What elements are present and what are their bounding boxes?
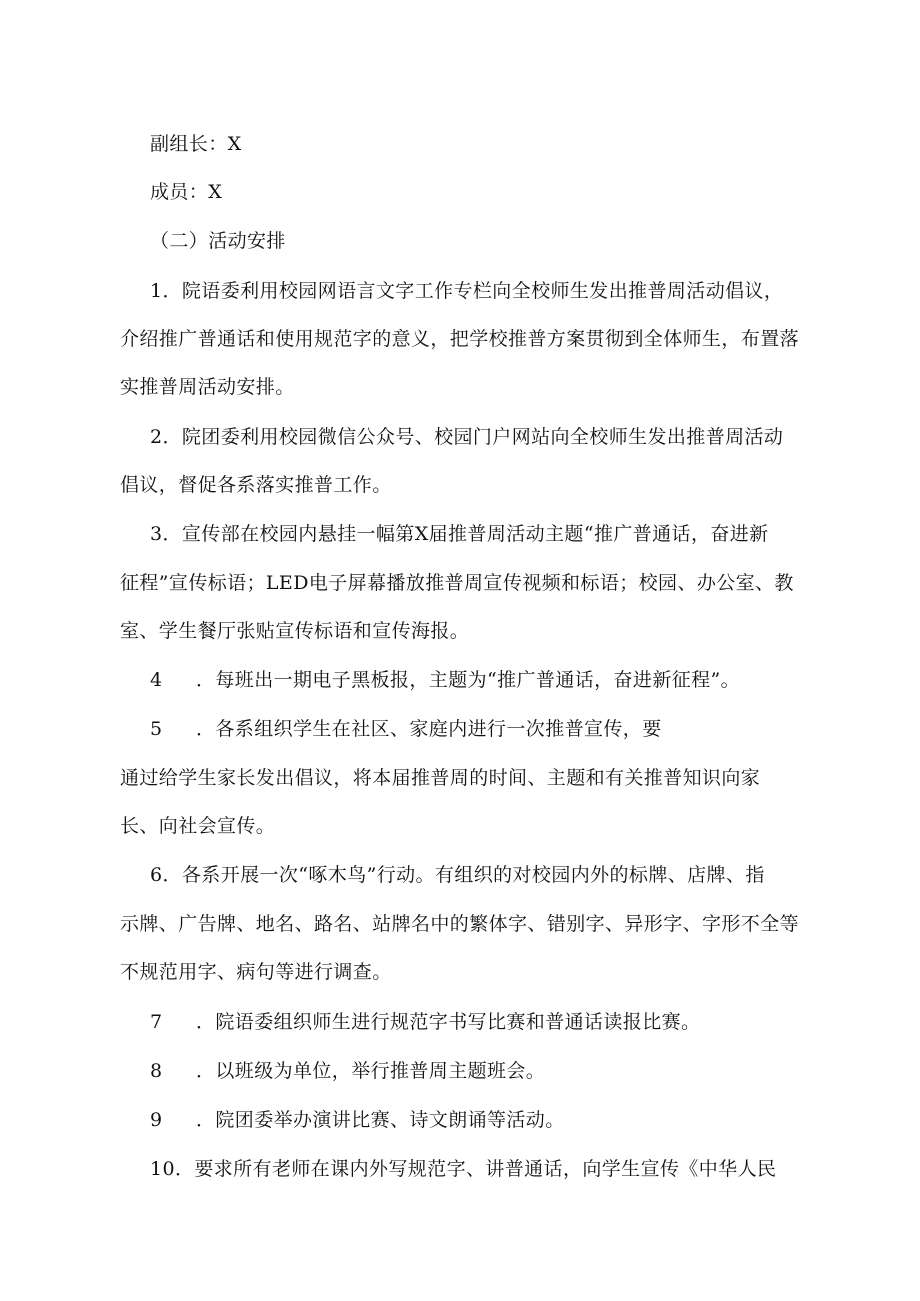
item-4-number: 4: [150, 669, 163, 691]
item-5-line-1: 5 ．各系组织学生在社区、家庭内进行一次推普宣传，要: [150, 715, 662, 743]
item-1-number: 1: [150, 280, 163, 302]
item-10-number: 10: [150, 1158, 175, 1180]
item-7-number: 7: [150, 1011, 163, 1033]
item-3-line-1: 3．宣传部在校园内悬挂一幅第X届推普周活动主题“推广普通话，奋进新: [150, 520, 769, 548]
item-8-line-1: 8 ．以班级为单位，举行推普周主题班会。: [150, 1057, 545, 1085]
vice-leader-line: 副组长：X: [150, 133, 242, 155]
item-1-line-2: 介绍推广普通话和使用规范字的意义，把学校推普方案贯彻到全体师生，布置落: [120, 328, 800, 350]
item-5-line-3: 长、向社会宣传。: [120, 815, 276, 837]
item-6-number: 6: [150, 864, 163, 886]
item-8-number: 8: [150, 1060, 163, 1082]
item-3-line-2: 征程”宣传标语；LED电子屏幕播放推普周宣传视频和标语；校园、办公室、教: [120, 572, 794, 594]
section-heading: （二）活动安排: [150, 230, 286, 252]
item-6-line-3: 不规范用字、病句等进行调查。: [120, 961, 392, 983]
item-3-line-3: 室、学生餐厅张贴宣传标语和宣传海报。: [120, 620, 470, 642]
item-5-line-2: 通过给学生家长发出倡议，将本届推普周的时间、主题和有关推普知识向家: [120, 767, 761, 789]
item-2-line-2: 倡议，督促各系落实推普工作。: [120, 474, 392, 496]
item-10-line-1: 10．要求所有老师在课内外写规范字、讲普通话，向学生宣传《中华人民: [150, 1155, 776, 1183]
item-2-line-1: 2．院团委利用校园微信公众号、校园门户网站向全校师生发出推普周活动: [150, 423, 783, 451]
item-1-line-1: 1．院语委利用校园网语言文字工作专栏向全校师生发出推普周活动倡议，: [150, 277, 783, 305]
item-6-line-2: 示牌、广告牌、地名、路名、站牌名中的繁体字、错别字、异形字、字形不全等: [120, 913, 800, 935]
item-2-number: 2: [150, 426, 163, 448]
members-line: 成员：X: [150, 181, 223, 203]
item-7-line-1: 7 ．院语委组织师生进行规范字书写比赛和普通话读报比赛。: [150, 1008, 700, 1036]
item-9-line-1: 9 ．院团委举办演讲比赛、诗文朗诵等活动。: [150, 1106, 565, 1134]
item-5-number: 5: [150, 718, 163, 740]
item-4-line-1: 4 ．每班出一期电子黑板报，主题为“推广普通话，奋进新征程”。: [150, 666, 740, 694]
item-6-line-1: 6．各系开展一次“啄木鸟”行动。有组织的对校园内外的标牌、店牌、指: [150, 861, 765, 889]
item-1-line-3: 实推普周活动安排。: [120, 376, 295, 398]
item-3-number: 3: [150, 523, 163, 545]
item-9-number: 9: [150, 1109, 163, 1131]
